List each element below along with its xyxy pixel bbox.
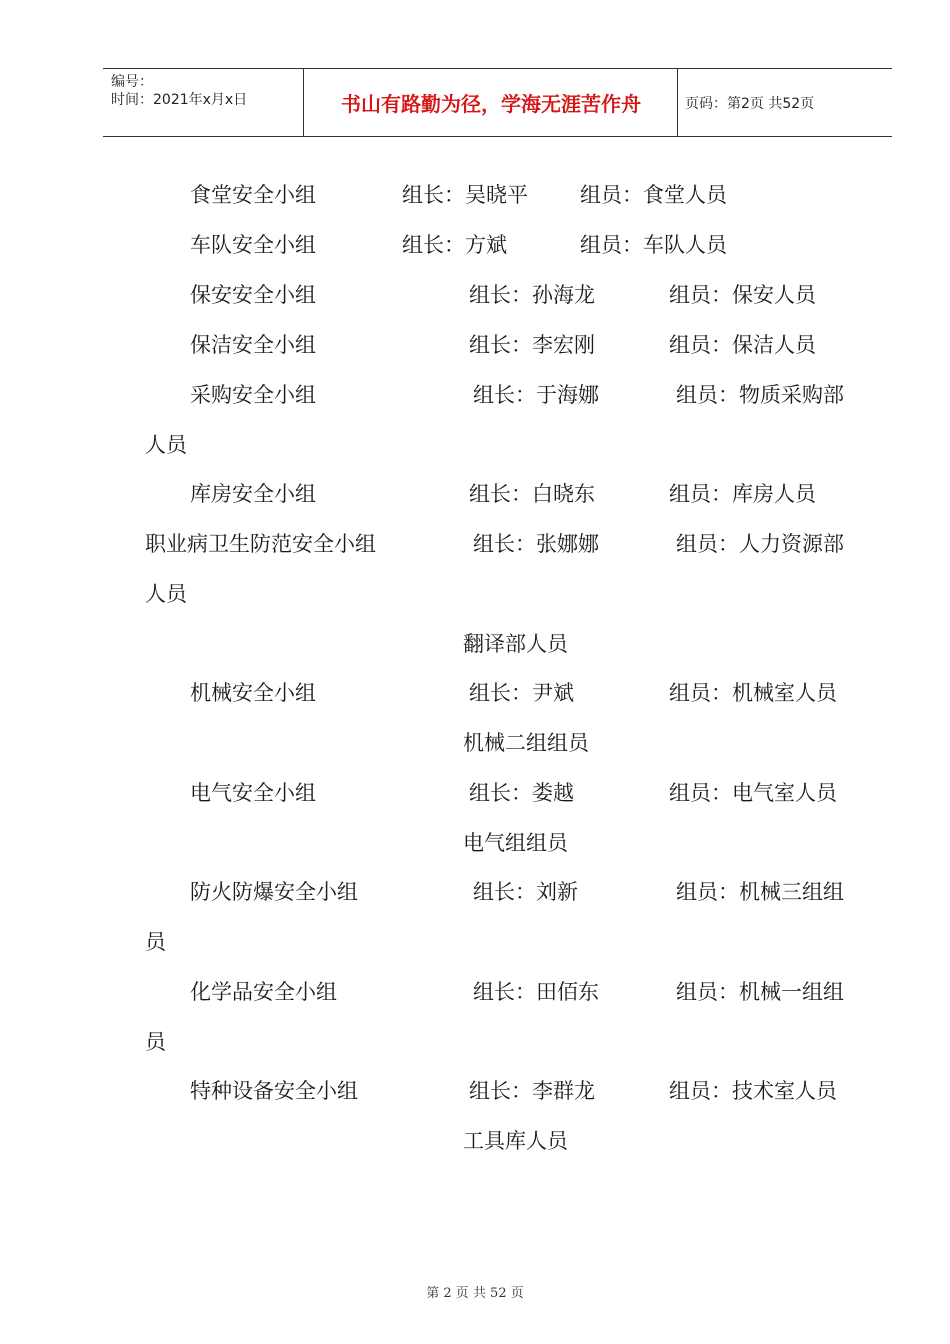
- group-members: 组员：保洁人员: [669, 333, 816, 357]
- group-name: 车队安全小组: [190, 233, 316, 257]
- group-name: 特种设备安全小组: [190, 1079, 358, 1103]
- group-members: 组员：技术室人员: [669, 1079, 837, 1103]
- group-name: 化学品安全小组: [190, 980, 337, 1004]
- header-page-code: 页码：第2页 共52页: [685, 96, 815, 112]
- group-leader: 组长：尹斌: [469, 681, 574, 705]
- group-members: 组员：人力资源部: [676, 532, 844, 556]
- group-members: 组员：机械一组组: [676, 980, 844, 1004]
- group-leader: 组长：白晓东: [469, 482, 595, 506]
- page-header: [103, 68, 892, 137]
- group-name: 职业病卫生防范安全小组: [145, 532, 376, 556]
- members-wrap: 人员: [145, 433, 187, 457]
- group-leader: 组长：田佰东: [473, 980, 599, 1004]
- group-members: 组员：车队人员: [580, 233, 727, 257]
- group-members: 组员：食堂人员: [580, 183, 727, 207]
- members-extra: 工具库人员: [463, 1129, 568, 1153]
- group-members: 组员：机械室人员: [669, 681, 837, 705]
- group-name: 防火防爆安全小组: [190, 880, 358, 904]
- group-name: 采购安全小组: [190, 383, 316, 407]
- group-leader: 组长：娄越: [469, 781, 574, 805]
- number-label: 编号：: [111, 74, 153, 90]
- group-members: 组员：电气室人员: [669, 781, 837, 805]
- group-name: 机械安全小组: [190, 681, 316, 705]
- group-name: 保洁安全小组: [190, 333, 316, 357]
- group-name: 电气安全小组: [190, 781, 316, 805]
- members-extra: 机械二组组员: [463, 731, 589, 755]
- members-wrap: 员: [145, 1030, 166, 1054]
- group-leader: 组长：李宏刚: [469, 333, 595, 357]
- page-footer: 第 2 页 共 52 页: [426, 1286, 524, 1301]
- members-wrap: 员: [145, 930, 166, 954]
- group-leader: 组长：孙海龙: [469, 283, 595, 307]
- members-wrap: 人员: [145, 582, 187, 606]
- group-leader: 组长：刘新: [473, 880, 578, 904]
- group-members: 组员：机械三组组: [676, 880, 844, 904]
- group-name: 食堂安全小组: [190, 183, 316, 207]
- group-members: 组员：物质采购部: [676, 383, 844, 407]
- header-motto: 书山有路勤为径，学海无涯苦作舟: [341, 92, 641, 116]
- time-label: 时间：2021年x月x日: [111, 92, 248, 108]
- group-leader: 组长：李群龙: [469, 1079, 595, 1103]
- group-members: 组员：库房人员: [669, 482, 816, 506]
- group-members: 组员：保安人员: [669, 283, 816, 307]
- group-name: 库房安全小组: [190, 482, 316, 506]
- group-leader: 组长：方斌: [402, 233, 507, 257]
- group-name: 保安安全小组: [190, 283, 316, 307]
- members-extra: 翻译部人员: [463, 632, 568, 656]
- group-leader: 组长：吴晓平: [402, 183, 528, 207]
- group-leader: 组长：张娜娜: [473, 532, 599, 556]
- group-leader: 组长：于海娜: [473, 383, 599, 407]
- header-meta: [111, 73, 247, 109]
- members-extra: 电气组组员: [463, 831, 568, 855]
